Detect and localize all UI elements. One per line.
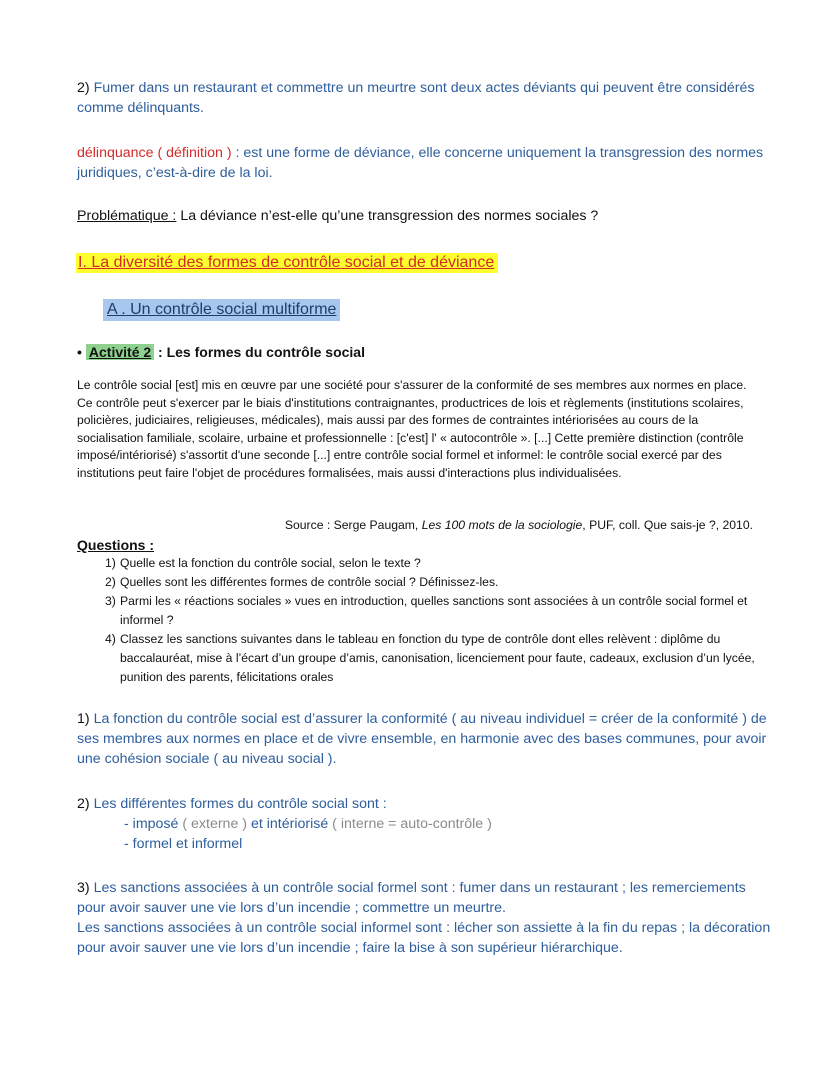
question-text: Quelles sont les différentes formes de contrôle social ? Définissez-les.	[120, 575, 499, 589]
question-text: Quelle est la fonction du contrôle social, selon le texte ?	[120, 556, 421, 570]
paragraph-number: 2)	[77, 80, 90, 96]
answer-text-formal: Les sanctions associées à un contrôle social formel sont : fumer dans un restaurant ; les remerciements pour avoir sauver une vie lors d’un incendie ; commettre un meurtre.	[77, 880, 746, 916]
internal-note: ( interne = auto-contrôle )	[328, 816, 492, 832]
definition-paragraph	[77, 143, 767, 183]
question-number: 3)	[105, 594, 116, 608]
activity-heading	[77, 342, 365, 362]
external-note: ( externe )	[178, 816, 248, 832]
answer-2-line-2: - formel et informel	[124, 836, 243, 852]
answer-3	[77, 878, 777, 958]
question-text: Parmi les « réactions sociales » vues en introduction, quelles sanctions sont associées à un contrôle social formel et informel ?	[120, 594, 748, 627]
question-number: 4)	[105, 632, 116, 646]
document-source	[77, 517, 753, 534]
problematique-label: Problématique :	[77, 208, 177, 224]
bullet-icon: •	[77, 344, 82, 360]
activity-badge: Activité 2	[86, 344, 154, 360]
question-text: Classez les sanctions suivantes dans le tableau en fonction du type de contrôle dont elles relèvent : diplôme du baccalauréat, mise à l’écart d’un groupe d’amis, canonisation, licenciement pour faute, cadeaux, exclusion d’un lycée, punition des parents, félicitations orales	[120, 632, 755, 684]
subsection-heading-a: A . Un contrôle social multiforme	[103, 299, 340, 321]
document-text: Le contrôle social [est] mis en œuvre par une société pour s'assurer de la conformité de ses membres aux normes en place. Ce contrôle peut s'exercer par le biais d'institutions contraignantes, productrices de lois et règlements (institutions scolaires, policières, judiciaires, religieuses, médicales), mais aussi par des formes de contraintes intériorisées au cours de la socialisation familiale, scolaire, urbaine et professionnelle : [c'est] l' « autocontrôle ». [...] Cette première distinction (contrôle imposé/intériorisé) s'assortit d'une seconde [...] entre contrôle social formel et informel: le contrôle social exercé par des institutions peut faire l'objet de procédures formalisées, mais aussi d'interactions plus individualisées.	[77, 378, 747, 480]
source-suffix: , PUF, coll. Que sais-je ?, 2010.	[582, 518, 753, 532]
answer-2	[77, 794, 767, 854]
answer-number: 3)	[77, 880, 90, 896]
activity-title: : Les formes du contrôle social	[154, 344, 365, 360]
section-heading-1: I. La diversité des formes de contrôle social et de déviance	[76, 253, 498, 273]
definition-text: : est une forme de déviance, elle concerne uniquement la transgression des normes juridiques, c’est-à-dire de la loi.	[77, 145, 764, 181]
question-number: 1)	[105, 556, 116, 570]
internalized-label: et intériorisé	[247, 816, 329, 832]
questions-list	[105, 554, 755, 687]
answer-number: 2)	[77, 796, 90, 812]
source-book-title: Les 100 mots de la sociologie	[421, 518, 583, 532]
list-item	[105, 630, 755, 687]
questions-title: Questions :	[77, 537, 155, 553]
list-item	[105, 573, 755, 592]
answer-number: 1)	[77, 711, 90, 727]
answer-1	[77, 709, 767, 769]
intro-paragraph-2	[77, 78, 757, 118]
source-prefix: Source : Serge Paugam,	[284, 518, 422, 532]
answer-2-line-1	[77, 814, 767, 834]
answer-text: Les différentes formes du contrôle social sont :	[93, 796, 387, 812]
definition-term: délinquance ( définition )	[77, 145, 232, 161]
list-item	[105, 592, 755, 630]
paragraph-text: Fumer dans un restaurant et commettre un meurtre sont deux actes déviants qui peuvent être considérés comme délinquants.	[77, 80, 755, 116]
imposed-label: - imposé	[124, 816, 179, 832]
answer-text: La fonction du contrôle social est d’assurer la conformité ( au niveau individuel = créer de la conformité ) de ses membres aux normes en place et de vivre ensemble, en harmonie avec des bases communes, pour avoir une cohésion sociale ( au niveau social ).	[77, 711, 767, 767]
question-number: 2)	[105, 575, 116, 589]
problematique-paragraph	[77, 206, 767, 226]
list-item	[105, 554, 755, 573]
answer-text-informal: Les sanctions associées à un contrôle social informel sont : lécher son assiette à la fin du repas ; la décoration pour avoir sauver une vie lors d’un incendie ; faire la bise à son supérieur hiérarchique.	[77, 920, 771, 956]
problematique-text: La déviance n’est-elle qu’une transgression des normes sociales ?	[176, 208, 599, 224]
